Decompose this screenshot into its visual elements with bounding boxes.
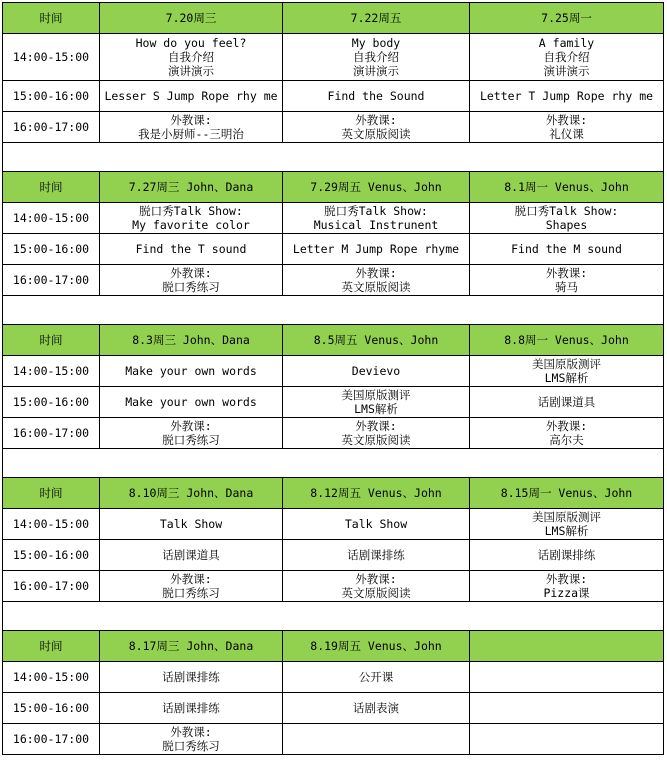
lesson-cell xyxy=(470,540,664,571)
lesson-line: 话剧课道具 xyxy=(537,395,596,409)
lesson-line: 话剧课排练 xyxy=(162,670,220,684)
lesson-line: 外教课: xyxy=(355,419,397,433)
lesson-cell xyxy=(283,693,470,724)
lesson-line: Find the M sound xyxy=(511,242,622,256)
lesson-cell xyxy=(100,234,283,265)
lesson-cell xyxy=(283,571,470,602)
lesson-line: Find the Sound xyxy=(327,89,425,103)
separator-cell xyxy=(470,449,664,478)
lesson-cell xyxy=(100,662,283,693)
week-header-row xyxy=(3,3,664,34)
day-header-cell: 8.15周一 Venus、John xyxy=(470,478,664,509)
lesson-line: LMS解析 xyxy=(544,524,589,538)
lesson-line: 外教课: xyxy=(170,419,212,433)
lesson-cell xyxy=(100,387,283,418)
time-slot-cell: 14:00-15:00 xyxy=(3,34,100,81)
time-slot-cell: 15:00-16:00 xyxy=(3,387,100,418)
lesson-line: Shapes xyxy=(545,218,588,232)
lesson-line: 外教课: xyxy=(355,266,397,280)
lesson-line: 英文原版阅读 xyxy=(341,280,411,294)
lesson-line: A family xyxy=(538,36,595,50)
time-slot-cell: 16:00-17:00 xyxy=(3,112,100,143)
lesson-line: Pizza课 xyxy=(543,586,590,600)
lesson-cell xyxy=(470,265,664,296)
lesson-line: 美国原版测评 xyxy=(532,510,601,524)
separator-cell xyxy=(100,602,283,631)
day-header-cell: 8.10周三 John、Dana xyxy=(100,478,283,509)
lesson-line: 外教课: xyxy=(545,266,588,280)
day-header-cell: 7.27周三 John、Dana xyxy=(100,172,283,203)
lesson-line: Musical Instrunent xyxy=(313,218,439,232)
lesson-line: 话剧课道具 xyxy=(162,548,220,562)
day-header-cell: 7.29周五 Venus、John xyxy=(283,172,470,203)
lesson-cell xyxy=(470,234,664,265)
time-slot-cell: 16:00-17:00 xyxy=(3,571,100,602)
lesson-cell xyxy=(283,112,470,143)
lesson-cell xyxy=(283,418,470,449)
lesson-cell xyxy=(470,571,664,602)
lesson-line: 脱口秀练习 xyxy=(162,280,220,294)
time-slot-cell: 15:00-16:00 xyxy=(3,81,100,112)
lesson-cell xyxy=(283,540,470,571)
lesson-line: 演讲演示 xyxy=(353,64,399,78)
day-header-cell: 8.8周一 Venus、John xyxy=(470,325,664,356)
day-header-cell: 8.17周三 John、Dana xyxy=(100,631,283,662)
lesson-line: 脱口秀Talk Show: xyxy=(324,204,428,218)
time-slot-cell: 14:00-15:00 xyxy=(3,662,100,693)
lesson-cell xyxy=(100,112,283,143)
lesson-line: 礼仪课 xyxy=(549,127,584,141)
lesson-cell xyxy=(283,356,470,387)
time-slot-row xyxy=(3,724,664,755)
lesson-cell xyxy=(283,234,470,265)
lesson-line: 外教课: xyxy=(355,113,397,127)
lesson-line: Talk Show xyxy=(344,517,408,531)
lesson-line: 骑马 xyxy=(555,280,578,294)
time-slot-row xyxy=(3,418,664,449)
week-separator-row xyxy=(3,296,664,325)
time-slot-cell: 15:00-16:00 xyxy=(3,693,100,724)
time-slot-row xyxy=(3,662,664,693)
separator-cell xyxy=(470,143,664,172)
separator-cell xyxy=(283,602,470,631)
time-slot-cell: 14:00-15:00 xyxy=(3,509,100,540)
lesson-cell xyxy=(470,356,664,387)
separator-cell xyxy=(283,449,470,478)
time-slot-cell: 16:00-17:00 xyxy=(3,724,100,755)
lesson-line: 自我介绍 xyxy=(353,50,399,64)
lesson-cell xyxy=(100,540,283,571)
lesson-cell xyxy=(283,387,470,418)
lesson-line: 美国原版测评 xyxy=(532,357,601,371)
day-header-cell: 8.5周五 Venus、John xyxy=(283,325,470,356)
time-slot-row xyxy=(3,540,664,571)
week-header-row xyxy=(3,172,664,203)
separator-cell xyxy=(3,143,100,172)
time-header-cell: 时间 xyxy=(3,478,100,509)
lesson-cell xyxy=(283,81,470,112)
time-slot-row xyxy=(3,693,664,724)
time-slot-cell: 16:00-17:00 xyxy=(3,418,100,449)
time-slot-row xyxy=(3,356,664,387)
time-header-cell: 时间 xyxy=(3,3,100,34)
lesson-cell xyxy=(283,509,470,540)
lesson-line: My favorite color xyxy=(132,218,250,232)
lesson-cell xyxy=(470,418,664,449)
lesson-line: 脱口秀练习 xyxy=(162,739,220,753)
lesson-line: 脱口秀练习 xyxy=(162,586,220,600)
lesson-line: 外教课: xyxy=(170,725,212,739)
lesson-cell xyxy=(283,265,470,296)
week-separator-row xyxy=(3,143,664,172)
lesson-line: 公开课 xyxy=(358,670,394,684)
time-slot-row xyxy=(3,509,664,540)
lesson-line: 脱口秀Talk Show: xyxy=(514,204,619,218)
lesson-line: 外教课: xyxy=(545,572,588,586)
lesson-line: Lesser S Jump Rope rhy me xyxy=(104,89,278,103)
lesson-line: 话剧课排练 xyxy=(537,548,596,562)
schedule-body xyxy=(3,3,664,755)
lesson-cell xyxy=(470,662,664,693)
lesson-cell xyxy=(100,509,283,540)
lesson-cell xyxy=(100,418,283,449)
separator-cell xyxy=(3,602,100,631)
day-header-cell xyxy=(470,631,664,662)
lesson-line: 高尔夫 xyxy=(549,433,584,447)
lesson-line: 外教课: xyxy=(355,572,397,586)
separator-cell xyxy=(470,602,664,631)
lesson-cell xyxy=(470,81,664,112)
lesson-line: Make your own words xyxy=(125,395,257,409)
time-slot-row xyxy=(3,571,664,602)
lesson-line: 外教课: xyxy=(545,113,588,127)
lesson-line: 英文原版阅读 xyxy=(341,433,411,447)
time-slot-row xyxy=(3,387,664,418)
lesson-cell xyxy=(470,34,664,81)
lesson-cell xyxy=(100,203,283,234)
lesson-line: 自我介绍 xyxy=(168,50,214,64)
lesson-line: How do you feel? xyxy=(135,36,247,50)
lesson-line: Talk Show xyxy=(159,517,223,531)
time-slot-row xyxy=(3,81,664,112)
day-header-cell: 8.3周三 John、Dana xyxy=(100,325,283,356)
lesson-cell xyxy=(100,724,283,755)
lesson-cell xyxy=(470,724,664,755)
separator-cell xyxy=(470,296,664,325)
separator-cell xyxy=(3,296,100,325)
time-header-cell: 时间 xyxy=(3,325,100,356)
lesson-line: 演讲演示 xyxy=(168,64,214,78)
lesson-line: 脱口秀练习 xyxy=(162,433,220,447)
week-header-row xyxy=(3,478,664,509)
lesson-cell xyxy=(100,265,283,296)
lesson-cell xyxy=(470,112,664,143)
lesson-cell xyxy=(100,571,283,602)
lesson-line: 外教课: xyxy=(170,572,212,586)
lesson-line: 外教课: xyxy=(170,266,212,280)
day-header-cell: 7.25周一 xyxy=(470,3,664,34)
week-header-row xyxy=(3,325,664,356)
separator-cell xyxy=(100,449,283,478)
lesson-cell xyxy=(100,81,283,112)
time-slot-cell: 15:00-16:00 xyxy=(3,234,100,265)
lesson-cell xyxy=(470,387,664,418)
separator-cell xyxy=(283,296,470,325)
lesson-line: Letter M Jump Rope rhyme xyxy=(292,242,460,256)
lesson-line: 演讲演示 xyxy=(543,64,590,78)
lesson-line: 自我介绍 xyxy=(543,50,590,64)
lesson-line: 脱口秀Talk Show: xyxy=(139,204,243,218)
time-header-cell: 时间 xyxy=(3,631,100,662)
lesson-cell xyxy=(283,203,470,234)
time-slot-row xyxy=(3,265,664,296)
lesson-line: 英文原版阅读 xyxy=(341,127,411,141)
time-slot-row xyxy=(3,234,664,265)
lesson-line: LMS解析 xyxy=(354,402,398,416)
lesson-line: 美国原版测评 xyxy=(341,388,411,402)
lesson-cell xyxy=(100,693,283,724)
lesson-line: 话剧表演 xyxy=(353,701,399,715)
lesson-cell xyxy=(283,662,470,693)
lesson-cell xyxy=(283,34,470,81)
time-slot-row xyxy=(3,203,664,234)
week-header-row xyxy=(3,631,664,662)
day-header-cell: 8.12周五 Venus、John xyxy=(283,478,470,509)
week-separator-row xyxy=(3,602,664,631)
lesson-line: 我是小厨师--三明治 xyxy=(138,127,244,141)
lesson-line: Devievo xyxy=(351,364,401,378)
day-header-cell: 7.22周五 xyxy=(283,3,470,34)
separator-cell xyxy=(283,143,470,172)
lesson-cell xyxy=(100,356,283,387)
separator-cell xyxy=(3,449,100,478)
time-slot-row xyxy=(3,112,664,143)
lesson-line: 话剧课排练 xyxy=(162,701,220,715)
time-slot-cell: 16:00-17:00 xyxy=(3,265,100,296)
time-slot-row xyxy=(3,34,664,81)
separator-cell xyxy=(100,296,283,325)
lesson-cell xyxy=(470,203,664,234)
lesson-line: My body xyxy=(351,36,401,50)
lesson-line: Find the T sound xyxy=(135,242,247,256)
lesson-line: LMS解析 xyxy=(544,371,589,385)
lesson-cell xyxy=(283,724,470,755)
lesson-cell xyxy=(470,509,664,540)
day-header-cell: 8.1周一 Venus、John xyxy=(470,172,664,203)
lesson-line: 话剧课排练 xyxy=(347,548,405,562)
lesson-line: 外教课: xyxy=(545,419,588,433)
separator-cell xyxy=(100,143,283,172)
lesson-line: 外教课: xyxy=(170,113,212,127)
lesson-cell xyxy=(100,34,283,81)
time-slot-cell: 14:00-15:00 xyxy=(3,356,100,387)
schedule-table xyxy=(2,2,664,755)
lesson-cell xyxy=(470,693,664,724)
lesson-line: 英文原版阅读 xyxy=(341,586,411,600)
lesson-line: Make your own words xyxy=(125,364,257,378)
lesson-line: Letter T Jump Rope rhy me xyxy=(479,89,654,103)
day-header-cell: 8.19周五 Venus、John xyxy=(283,631,470,662)
day-header-cell: 7.20周三 xyxy=(100,3,283,34)
week-separator-row xyxy=(3,449,664,478)
time-slot-cell: 15:00-16:00 xyxy=(3,540,100,571)
time-header-cell: 时间 xyxy=(3,172,100,203)
time-slot-cell: 14:00-15:00 xyxy=(3,203,100,234)
